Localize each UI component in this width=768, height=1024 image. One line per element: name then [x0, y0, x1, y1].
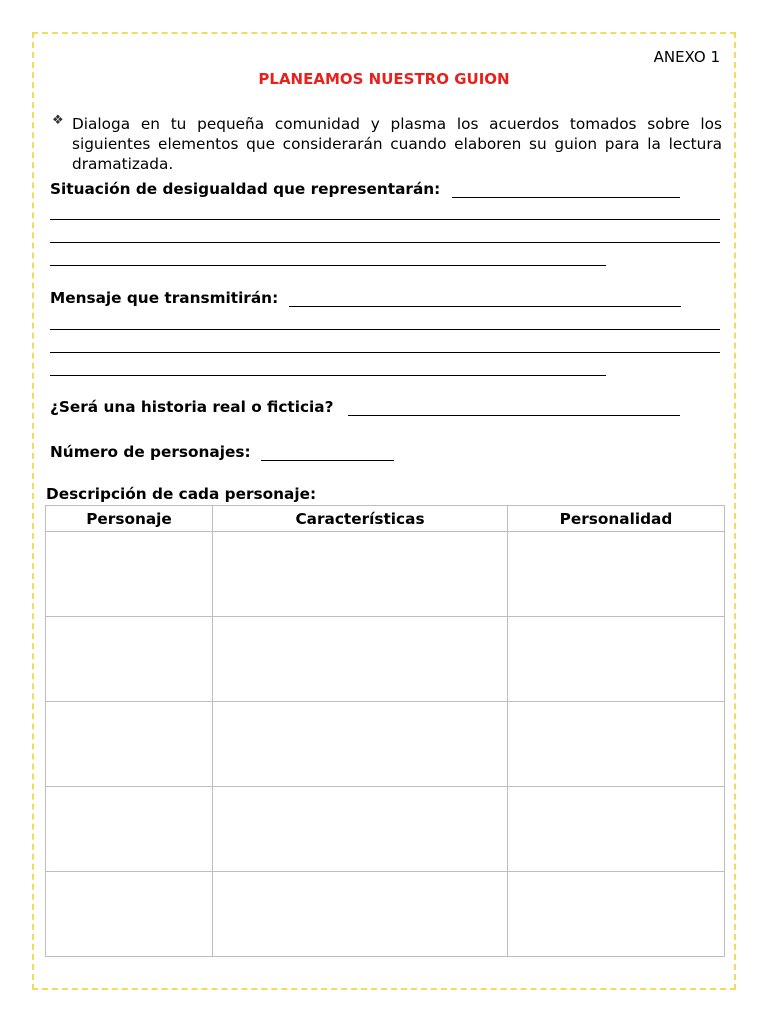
diamond-bullet-icon: ❖ — [52, 113, 64, 128]
table-caption: Descripción de cada personaje: — [46, 485, 317, 503]
header-caracteristicas: Características — [213, 506, 508, 532]
page-title: PLANEAMOS NUESTRO GUION — [258, 70, 510, 88]
table-row — [46, 532, 725, 617]
table-row — [46, 617, 725, 702]
header-personalidad: Personalidad — [508, 506, 725, 532]
table-row — [46, 872, 725, 957]
table-cell[interactable] — [508, 702, 725, 787]
table-cell[interactable] — [213, 532, 508, 617]
situation-answer-line[interactable] — [50, 219, 720, 220]
table-cell[interactable] — [213, 787, 508, 872]
table-cell[interactable] — [46, 787, 213, 872]
message-answer-line[interactable] — [289, 306, 681, 307]
table-row — [46, 787, 725, 872]
situation-answer-line[interactable] — [50, 265, 606, 266]
message-answer-line[interactable] — [50, 352, 720, 353]
message-label: Mensaje que transmitirán: — [50, 289, 279, 307]
table-cell[interactable] — [213, 617, 508, 702]
table-cell[interactable] — [46, 872, 213, 957]
table-cell[interactable] — [508, 617, 725, 702]
header-personaje: Personaje — [46, 506, 213, 532]
situation-label: Situación de desigualdad que representarán: — [50, 180, 441, 198]
num-characters-label: Número de personajes: — [50, 443, 251, 461]
character-table — [45, 505, 725, 957]
table-row — [46, 702, 725, 787]
table-cell[interactable] — [213, 872, 508, 957]
situation-answer-line[interactable] — [50, 242, 720, 243]
instruction-text: Dialoga en tu pequeña comunidad y plasma los acuerdos tomados sobre los siguientes elementos que considerarán cuando elaboren su guion para la lectura dramatizada. — [72, 115, 722, 173]
message-answer-line[interactable] — [50, 375, 606, 376]
table-cell[interactable] — [46, 532, 213, 617]
message-answer-line[interactable] — [50, 329, 720, 330]
annex-label: ANEXO 1 — [653, 48, 720, 66]
table-cell[interactable] — [46, 617, 213, 702]
table-cell[interactable] — [508, 532, 725, 617]
table-cell[interactable] — [46, 702, 213, 787]
table-header-row — [46, 506, 725, 532]
real-or-fiction-label: ¿Será una historia real o ficticia? — [50, 398, 334, 416]
num-characters-answer-line[interactable] — [261, 460, 394, 461]
real-or-fiction-answer-line[interactable] — [348, 415, 680, 416]
table-cell[interactable] — [508, 787, 725, 872]
situation-answer-line[interactable] — [452, 197, 680, 198]
table-cell[interactable] — [213, 702, 508, 787]
table-cell[interactable] — [508, 872, 725, 957]
